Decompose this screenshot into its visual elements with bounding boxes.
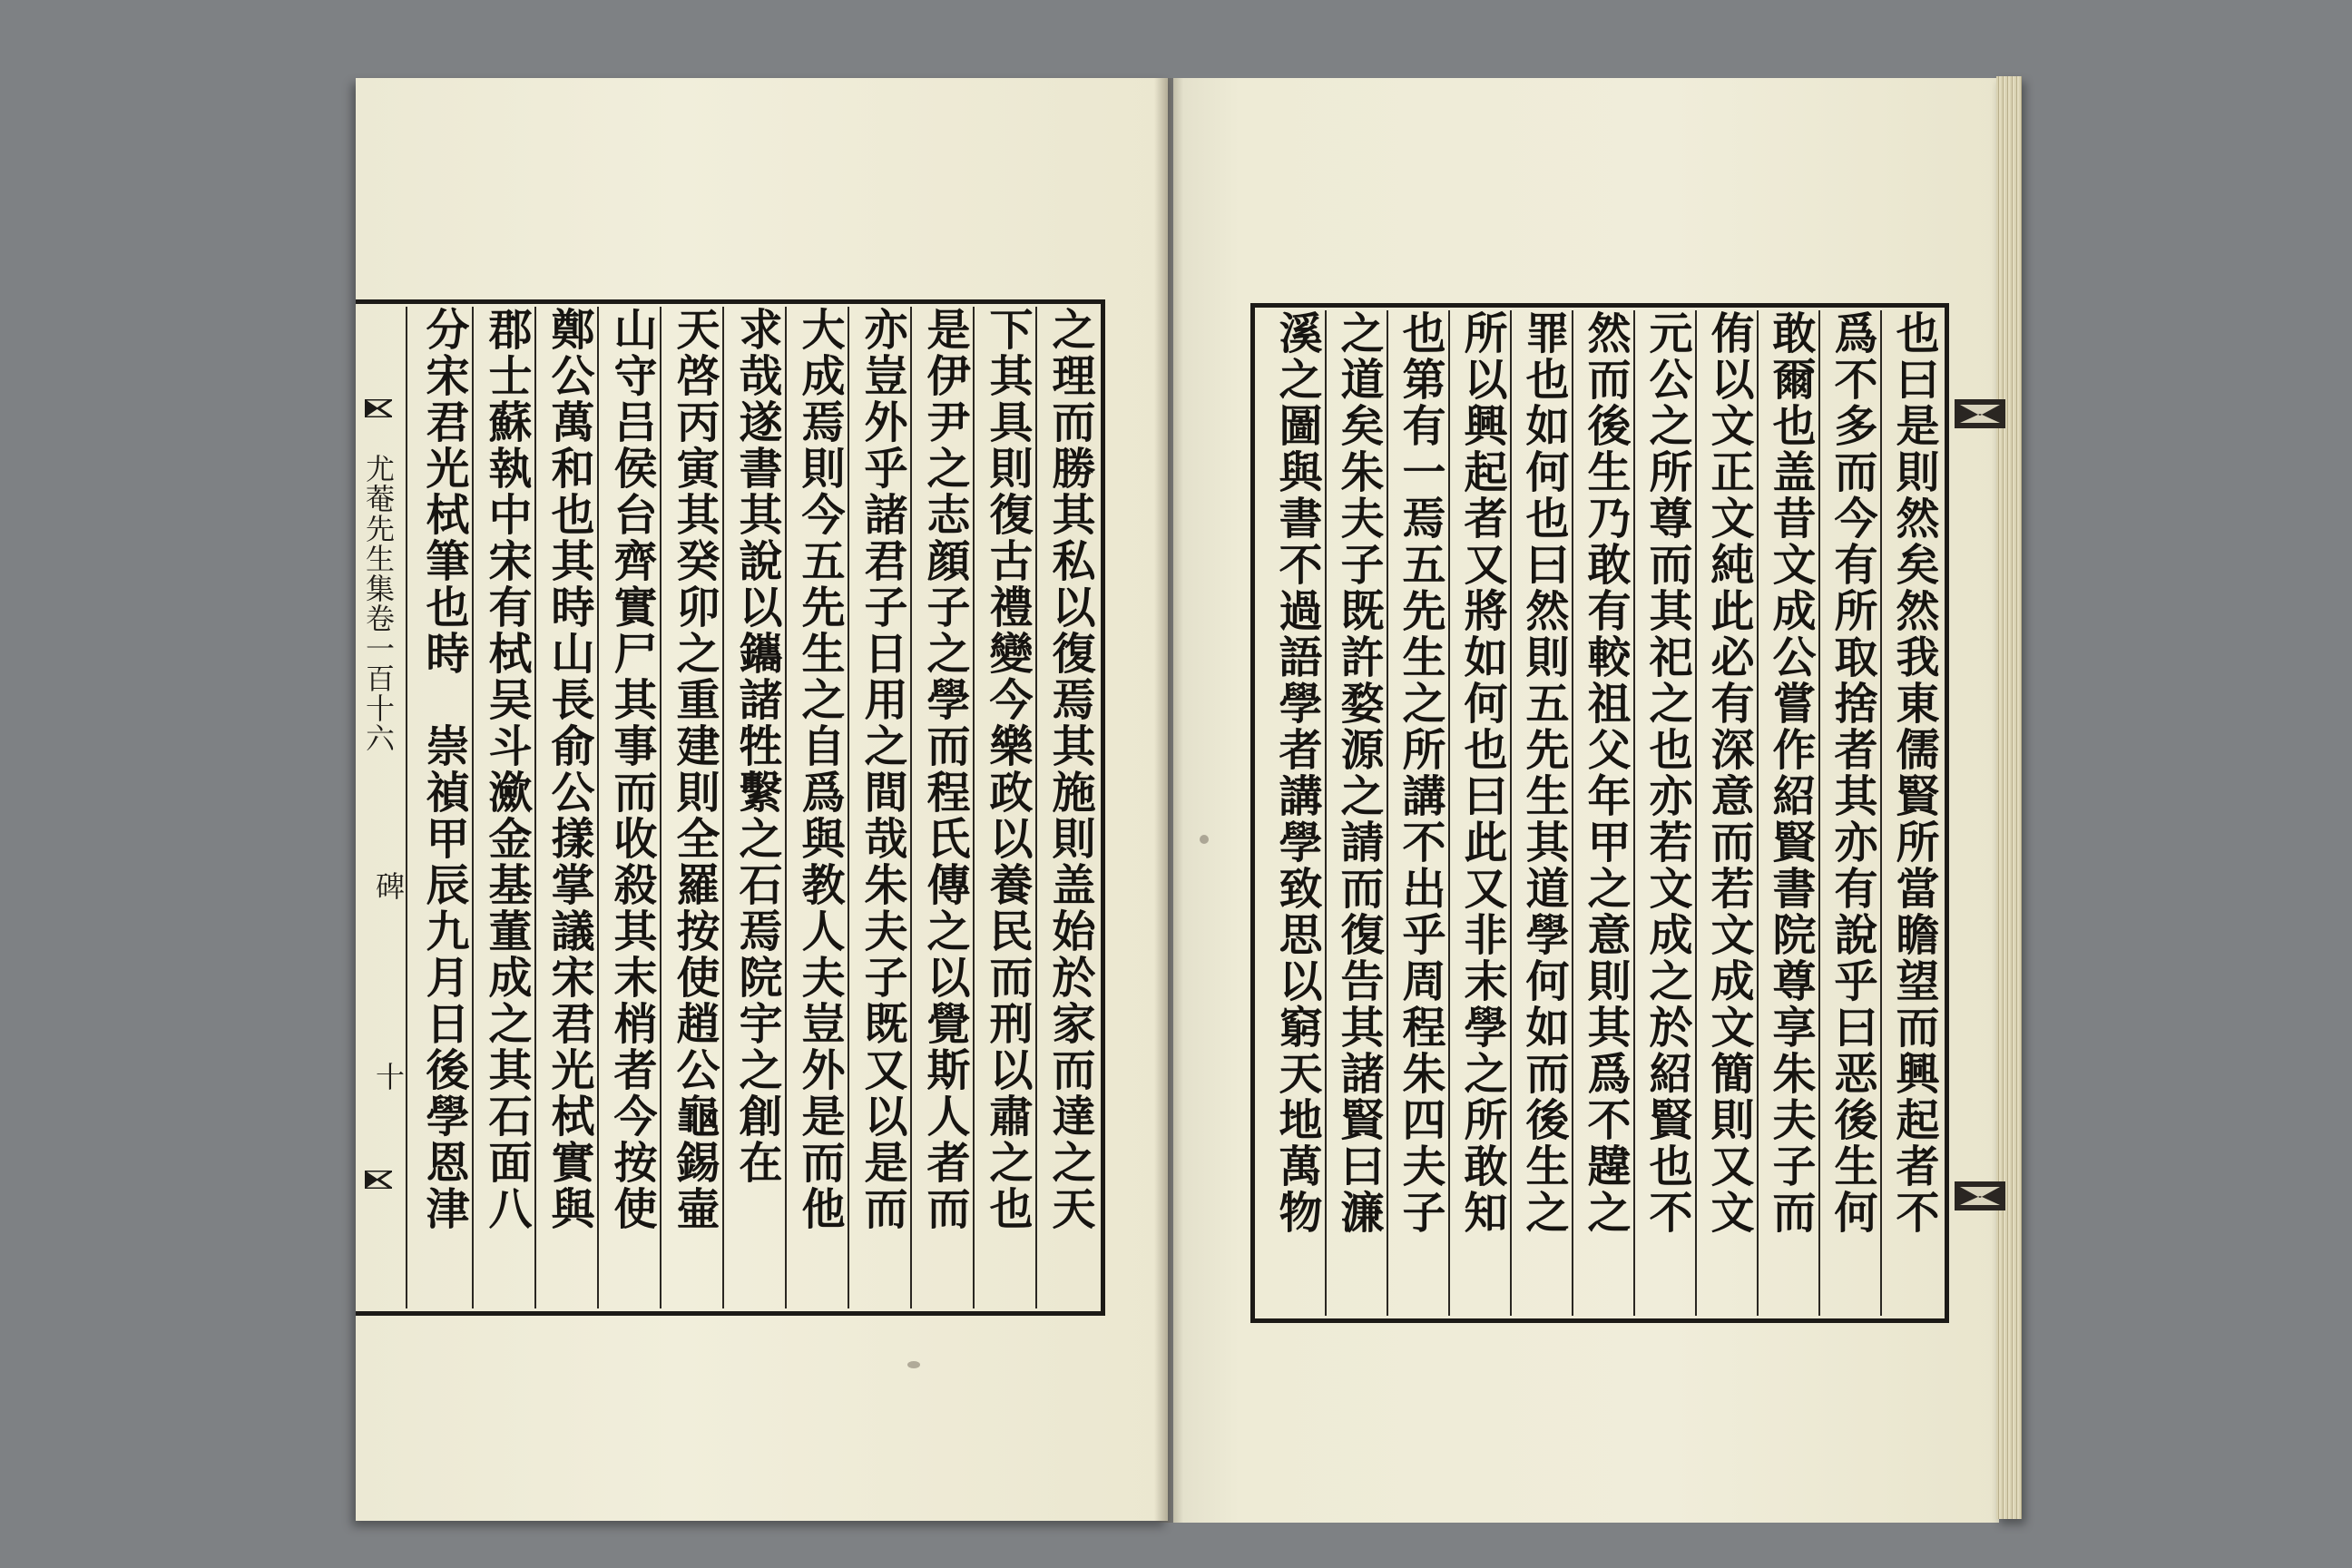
text-column: 山守吕侯台齊實尸其事而收殺其末梢者今按使 (597, 307, 660, 1308)
text-column: 郡士蘇執中宋有栻吴斗㶑金基董成之其石面八 (472, 307, 534, 1308)
text-column: 所以興起者又將如何也曰此又非末學之所敢知 (1448, 310, 1510, 1316)
section-label: 碑 (371, 871, 406, 900)
fold-mark-edge-top-icon (1953, 396, 2007, 432)
ink-speck (1200, 835, 1209, 844)
text-column: 亦豈外乎諸君子日用之間哉朱夫子既又以是而 (848, 307, 910, 1308)
text-column: 侑以文正文純此必有深意而若文成文簡則又文 (1695, 310, 1757, 1316)
text-column: 大成焉則今五先生之自爲與教人夫豈外是而他 (785, 307, 848, 1308)
text-column: 之道矣朱夫子既許婺源之請而復告其諸賢曰濂 (1325, 310, 1387, 1316)
text-column: 溪之圖與書不過語學者講學致思以窮天地萬物 (1271, 310, 1322, 1236)
text-column: 之理而勝其私以復焉其施則盖始於家而達之天 (1035, 307, 1098, 1308)
text-column: 罪也如何也曰然則五先生其道學何如而後生之 (1510, 310, 1572, 1316)
text-column: 鄭公萬和也其時山長俞公㨾掌議宋君光栻實與 (534, 307, 597, 1308)
text-column: 爲不多而今有所取捨者其亦有說乎曰恶後生何 (1818, 310, 1880, 1316)
page-edges (1996, 76, 2022, 1519)
text-column: 天啓丙寅其癸卯之重建則全羅按使趙公龜錫壷 (660, 307, 722, 1308)
ink-speck (907, 1361, 920, 1368)
right-text-block (1263, 310, 1942, 1316)
text-column: 分宋君光栻筆也時 崇禎甲辰九月日後學恩津 (418, 307, 469, 1232)
text-column: 也曰是則然矣然我東儒賢所當瞻望而興起者不 (1880, 310, 1942, 1316)
text-column: 元公之所尊而其祀之也亦若文成之於紹賢也不 (1633, 310, 1695, 1316)
text-column: 是伊尹之志顔子之學而程氏傳之以覺斯人者而 (910, 307, 973, 1308)
collection-title: 尤菴先生集卷一百十六 (361, 454, 396, 753)
text-column: 敢爾也盖昔文成公嘗作紹賢書院尊享朱夫子而 (1757, 310, 1818, 1316)
text-column: 下其具則復古禮變今樂政以養民而刑以肅之也 (973, 307, 1035, 1308)
leaf-number: 十 (371, 1062, 406, 1091)
book-gutter (1154, 78, 1183, 1523)
fold-mark-edge-bottom-icon (1953, 1178, 2007, 1214)
text-column: 求哉遂書其說以鑴諸牲繫之石焉院宇之創在 (722, 307, 785, 1308)
text-column: 然而後生乃敢有較祖父年甲之意則其爲不韙之 (1572, 310, 1633, 1316)
text-column: 也第有一焉五先生之所講不出乎周程朱四夫子 (1387, 310, 1448, 1316)
left-text-block (381, 307, 1098, 1308)
